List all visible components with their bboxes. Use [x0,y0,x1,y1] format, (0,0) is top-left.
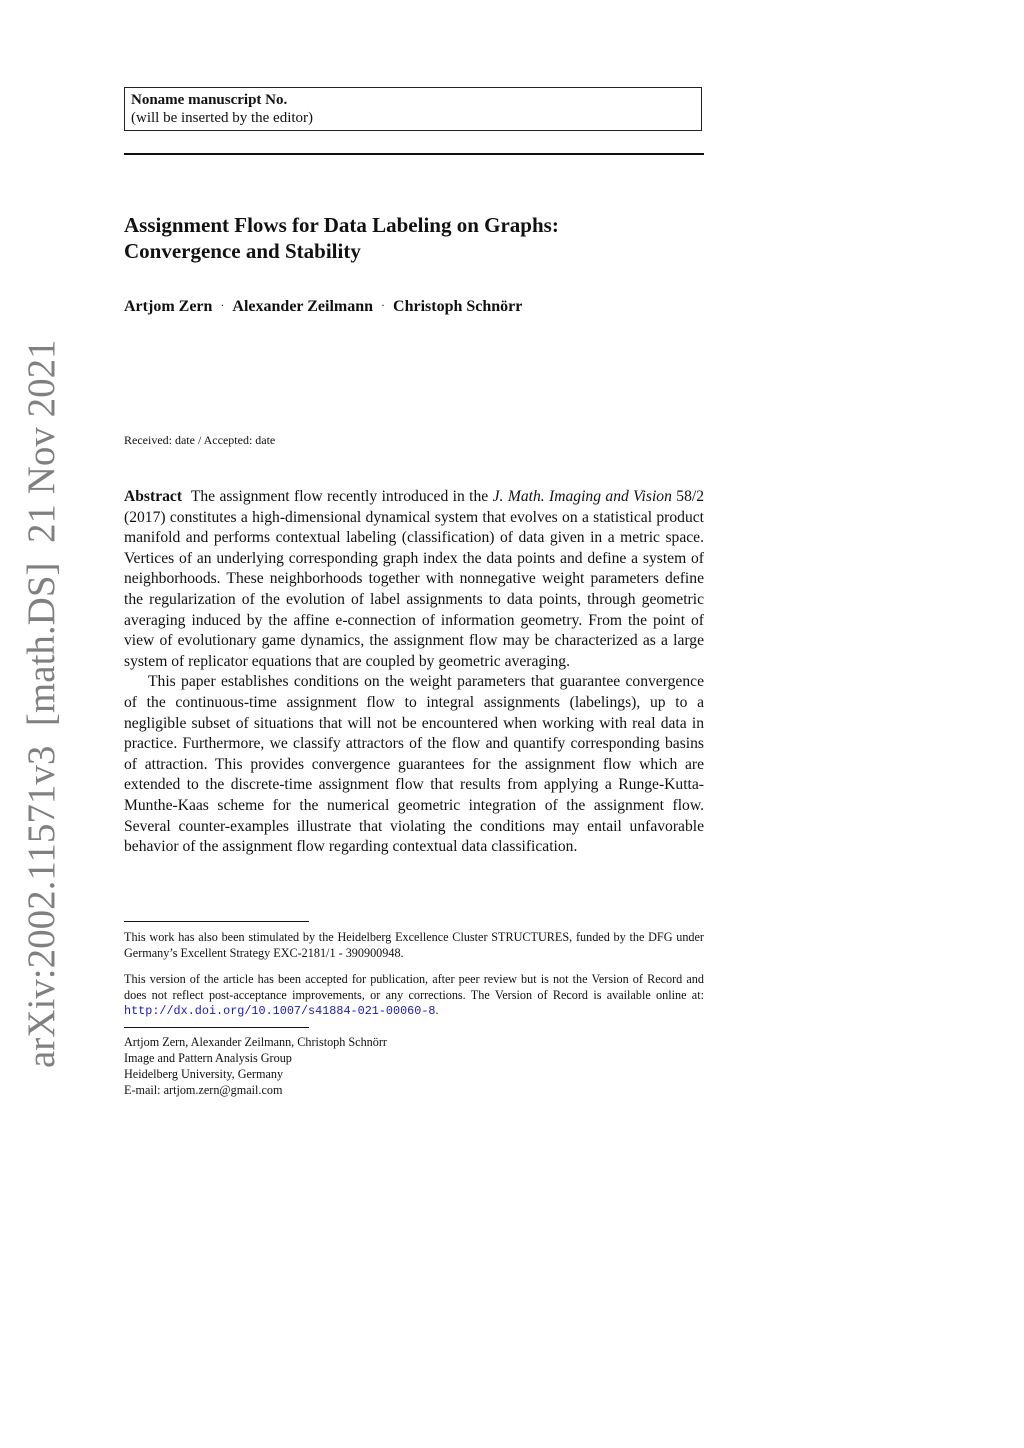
title-line-1: Assignment Flows for Data Labeling on Graphs: [124,213,559,237]
manuscript-label: Noname manuscript No. [131,92,288,108]
footnotes [124,930,704,1031]
version-text: This version of the article has been accepted for publication, after peer review but is not the Version of Record and does not reflect post-acceptance improvements, or any corrections. The Version of Record is available online at: [124,972,704,1002]
header-rule [124,153,704,155]
abstract-text: 58/2 (2017) constitutes a high-dimensional dynamical system that evolves on a statistical product manifold and performs contextual labeling (classification) of data given in a metric space. Vertices of an underlying corresponding graph index the data points and define a system of neighborhoods. These neighborhoods together with nonnegative weight parameters define the regularization of the evolution of label assignments to data points, through geometric averaging induced by the affine e-connection of information geometry. From the point of view of evolutionary game dynamics, the assignment flow may be characterized as a large system of replicator equations that are coupled by geometric averaging. [124,488,705,670]
paper-title [124,212,704,264]
author-name: Alexander Zeilmann [232,298,374,315]
abstract-paragraph-1 [124,487,704,672]
author-separator: · [220,298,225,312]
doi-link[interactable]: http://dx.doi.org/10.1007/s41884-021-00060-8 [124,1004,436,1019]
abstract-keyword: Abstract [124,488,183,505]
author-separator: · [381,298,386,312]
abstract-text: The assignment flow recently introduced in the [190,488,493,505]
footnote-rule [124,921,309,922]
affiliation-rule [124,1027,309,1028]
affiliation-group: Image and Pattern Analysis Group [124,1051,292,1065]
journal-name: J. Math. Imaging and Vision [492,488,672,505]
version-footnote [124,972,704,1020]
editor-note: (will be inserted by the editor) [131,110,314,126]
author-list [124,296,524,318]
affiliation-authors: Artjom Zern, Alexander Zeilmann, Christoph Schnörr [124,1035,387,1049]
manuscript-header-box [124,87,702,131]
abstract [124,487,704,858]
abstract-paragraph-2: This paper establishes conditions on the weight parameters that guarantee convergence of the continuous-time assignment flow to integral assignments (labelings), up to a negligible subset of situations that will not be encountered when working with real data in practice. Furthermore, we classify attractors of the flow and quantify corresponding basins of attraction. This provides convergence guarantees for the assignment flow which are extended to the discrete-time assignment flow that results from applying a Runge-Kutta-Munthe-Kaas scheme for the numerical geometric integration of the assignment flow. Several counter-examples illustrate that violating the conditions may entail unfavorable behavior of the assignment flow regarding contextual data classification. [124,673,704,856]
received-date: Received: date / Accepted: date [124,433,276,447]
author-name: Christoph Schnörr [393,298,523,315]
affiliation-email: E-mail: artjom.zern@gmail.com [124,1083,283,1097]
author-name: Artjom Zern [124,298,213,315]
arxiv-stamp: arXiv:2002.11571v3 [math.DS] 21 Nov 2021 [20,339,63,1068]
funding-footnote: This work has also been stimulated by the Heidelberg Excellence Cluster STRUCTURES, funded by the DFG under Germany’s Excellent Strategy EXC-2181/1 - 390900948. [124,930,704,960]
title-line-2: Convergence and Stability [124,239,361,263]
version-text-end: . [435,1003,439,1018]
affiliation-university: Heidelberg University, Germany [124,1067,284,1081]
affiliation-block [124,1034,524,1098]
